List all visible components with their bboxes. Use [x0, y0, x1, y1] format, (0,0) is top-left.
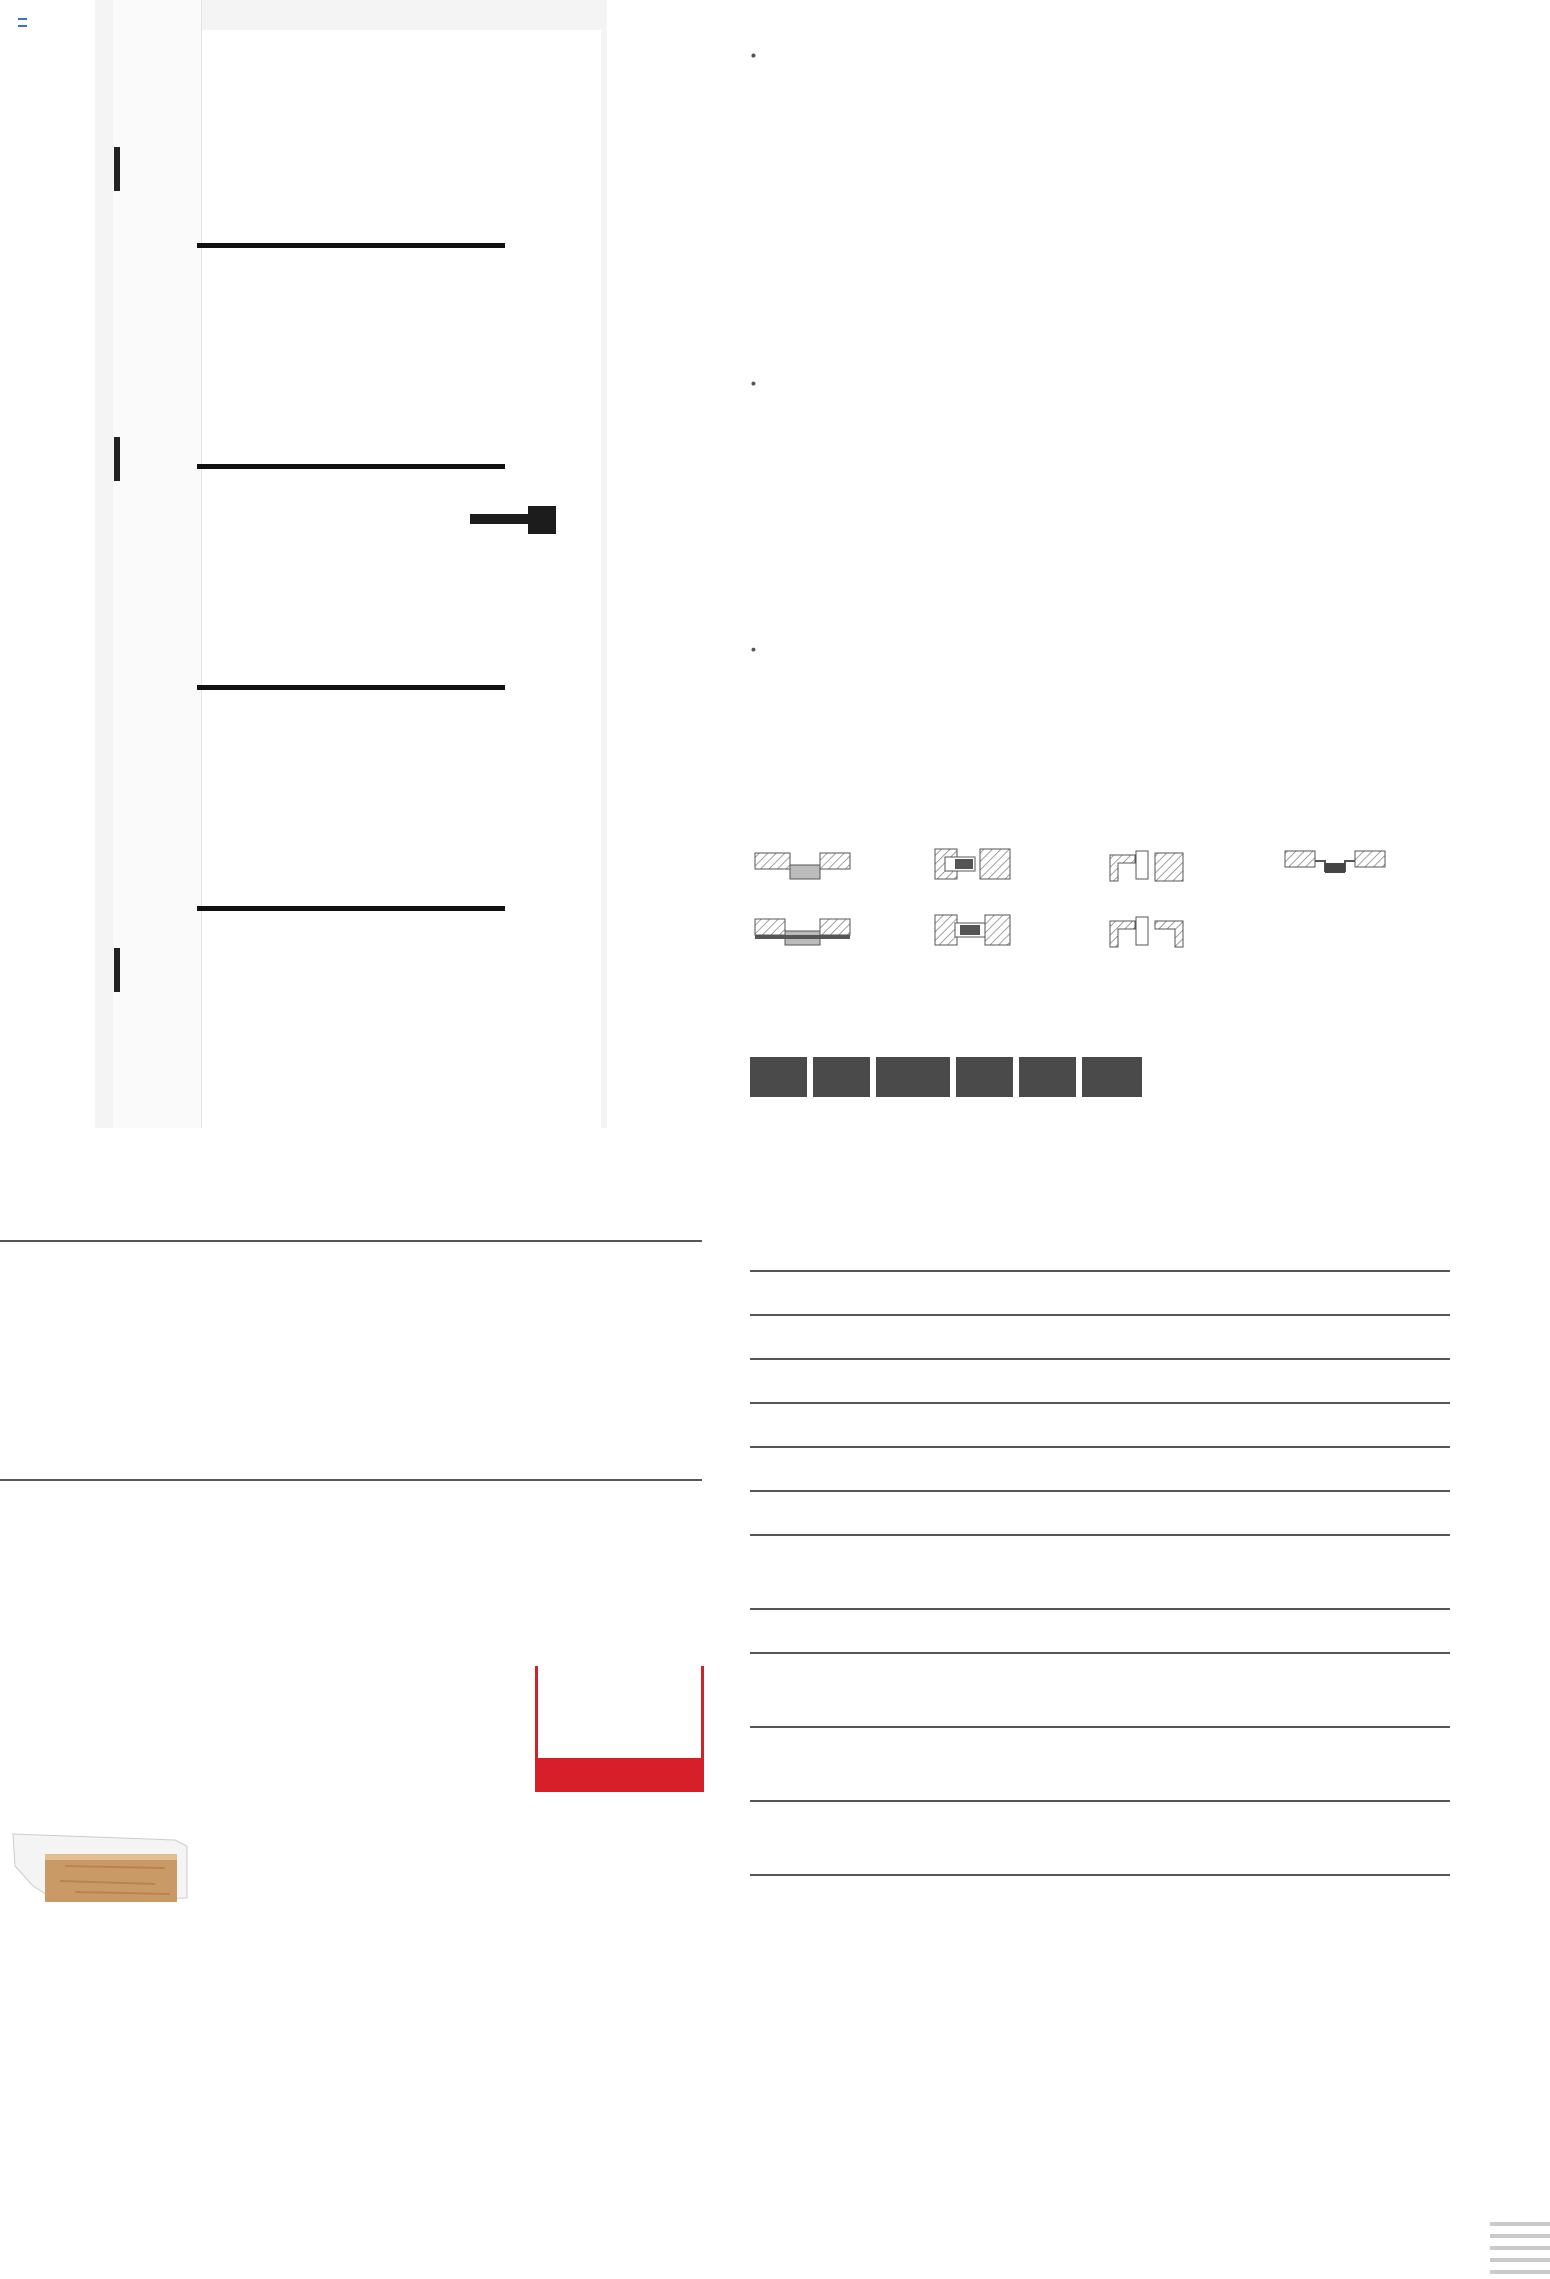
zn2-diagram-icon — [1110, 917, 1183, 947]
noutate-badge — [535, 1758, 704, 1792]
sp1n-diagram-icon — [755, 853, 850, 879]
divider — [750, 1800, 1450, 1802]
width-box — [956, 1057, 1013, 1097]
hinge-icon — [114, 147, 120, 191]
divider — [750, 1534, 1450, 1536]
divider — [0, 1479, 702, 1481]
width-box — [813, 1057, 870, 1097]
width-box — [750, 1057, 807, 1097]
zn1-diagram-icon — [1110, 851, 1183, 881]
divider — [750, 1490, 1450, 1492]
glass-stripe — [197, 243, 505, 248]
dd-diagram-icon — [1285, 851, 1385, 873]
hinge-icon — [114, 948, 120, 992]
divider — [750, 1446, 1450, 1448]
sp2c-diagram-icon — [935, 915, 1010, 945]
divider — [750, 1402, 1450, 1404]
divider — [750, 1608, 1450, 1610]
divider — [750, 1652, 1450, 1654]
width-box — [1082, 1057, 1142, 1097]
divider — [750, 1726, 1450, 1728]
divider — [750, 1358, 1450, 1360]
sp2n-diagram-icon — [755, 919, 850, 945]
divider — [750, 1874, 1450, 1876]
door-image — [95, 0, 607, 1128]
handle-lever-icon — [470, 514, 540, 524]
glass-stripe — [197, 906, 505, 911]
divider — [0, 1240, 702, 1242]
divider — [750, 1314, 1450, 1316]
width-box — [876, 1057, 950, 1097]
door-leaf — [195, 30, 601, 1128]
hinge-icon — [114, 437, 120, 481]
glass-stripe — [197, 685, 505, 690]
wood-frame-sample-icon — [5, 1826, 195, 1908]
width-box — [1019, 1057, 1076, 1097]
glass-stripe — [197, 464, 505, 469]
corner-mark-icon — [18, 18, 27, 27]
door-frame — [113, 0, 202, 1128]
divider — [750, 1270, 1450, 1272]
side-caption — [43, 355, 73, 1235]
sp1c-diagram-icon — [935, 849, 1010, 879]
solution-diagrams — [750, 845, 1400, 975]
page-stripes-icon — [1490, 2218, 1550, 2279]
